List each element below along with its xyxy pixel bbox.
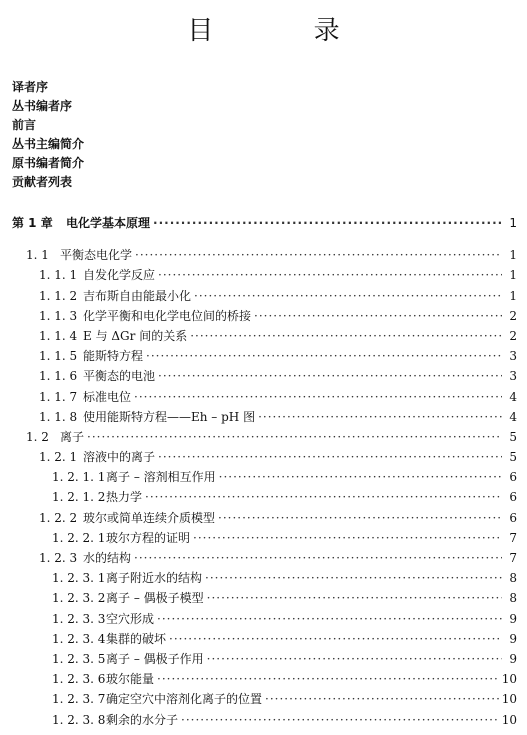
toc-entry-row[interactable] <box>12 286 517 306</box>
entry-page: 9 <box>509 651 517 666</box>
entry-title: 化学平衡和电化学电位间的桥接 <box>83 308 252 323</box>
entry-number: 1. 2. 2 <box>39 510 78 525</box>
leader-dots <box>145 487 502 507</box>
entry-page: 6 <box>509 510 517 525</box>
entry-title: 玻尔方程的证明 <box>106 530 191 545</box>
toc-entry-row[interactable] <box>12 306 517 326</box>
entry-page: 10 <box>501 692 517 707</box>
entry-page: 7 <box>509 551 517 565</box>
toc-entry-row[interactable] <box>12 588 517 608</box>
entry-page: 2 <box>509 308 517 323</box>
entry-page: 8 <box>509 591 517 606</box>
entry-title: 热力学 <box>106 490 143 505</box>
toc-entry-row[interactable] <box>12 387 517 407</box>
entry-number: 1. 2. 3. 2 <box>52 591 106 606</box>
entry-page: 8 <box>509 571 517 586</box>
front-matter-item[interactable]: 贡献者列表 <box>12 175 73 189</box>
toc-entry-row[interactable] <box>12 427 517 447</box>
entry-page: 6 <box>509 470 517 485</box>
entry-title: 平衡态电化学 <box>60 248 133 263</box>
leader-dots <box>158 366 502 386</box>
entry-number: 1. 1. 8 <box>39 409 78 424</box>
toc-entry-row[interactable] <box>12 487 517 507</box>
entry-title: 离子附近水的结构 <box>106 571 203 586</box>
entry-number: 1. 2. 3. 5 <box>52 651 106 666</box>
entry-number: 1. 2. 2. 1 <box>52 530 106 545</box>
entry-page: 1 <box>509 248 517 263</box>
leader-dots <box>218 508 502 528</box>
chapter-page: 1 <box>509 216 517 230</box>
entry-page: 2 <box>509 328 517 343</box>
entry-page: 7 <box>509 530 517 545</box>
entry-page: 1 <box>509 268 517 283</box>
leader-dots <box>87 427 502 447</box>
toc-entry-row[interactable] <box>12 669 517 689</box>
entry-title: 确定空穴中溶剂化离子的位置 <box>106 692 263 707</box>
leader-dots <box>258 407 502 427</box>
entry-number: 1. 2. 3. 1 <box>52 571 106 586</box>
entry-title: 玻尔能量 <box>106 672 155 687</box>
toc-entry-row[interactable] <box>12 548 517 568</box>
entry-number: 1. 2. 3. 8 <box>52 712 106 727</box>
entry-page: 3 <box>509 369 517 384</box>
toc-entry-row[interactable] <box>12 346 517 366</box>
entry-page: 10 <box>501 672 517 687</box>
entry-number: 1. 1. 4 <box>39 328 78 343</box>
entry-title: 使用能斯特方程——Eh – pH 图 <box>83 409 256 424</box>
toc-entry-row[interactable] <box>12 508 517 528</box>
entry-page: 1 <box>509 288 517 303</box>
entry-number: 1. 1. 1 <box>39 268 78 283</box>
leader-dots <box>219 467 502 487</box>
entry-number: 1. 1. 3 <box>39 308 78 323</box>
leader-dots <box>194 286 502 306</box>
entry-number: 1. 2. 3. 3 <box>52 611 106 626</box>
leader-dots <box>169 629 502 649</box>
table-of-contents <box>12 213 517 730</box>
entry-page: 4 <box>509 409 517 424</box>
entry-page: 5 <box>509 429 517 444</box>
toc-entries <box>12 245 517 730</box>
toc-entry-row[interactable] <box>12 407 517 427</box>
leader-dots <box>181 710 499 730</box>
entry-number: 1. 2 <box>26 429 49 444</box>
entry-title: 离子 – 偶极子模型 <box>106 591 204 606</box>
leader-dots <box>134 387 502 407</box>
leader-dots <box>158 265 502 285</box>
toc-chapter-row[interactable] <box>12 213 517 233</box>
entry-title: 玻尔或简单连续介质模型 <box>83 510 216 525</box>
toc-entry-row[interactable] <box>12 689 517 709</box>
entry-number: 1. 1. 7 <box>39 389 78 404</box>
entry-number: 1. 1. 2 <box>39 288 78 303</box>
toc-entry-row[interactable] <box>12 447 517 467</box>
leader-dots <box>207 649 502 669</box>
toc-entry-row[interactable] <box>12 326 517 346</box>
entry-title: 剩余的水分子 <box>106 712 179 727</box>
entry-page: 6 <box>509 490 517 505</box>
toc-entry-row[interactable] <box>12 467 517 487</box>
leader-dots <box>205 568 502 588</box>
entry-page: 9 <box>509 611 517 626</box>
leader-dots <box>135 245 502 265</box>
leader-dots <box>254 306 502 326</box>
toc-entry-row[interactable] <box>12 245 517 265</box>
entry-number: 1. 2. 1. 2 <box>52 490 106 505</box>
entry-title: 溶液中的离子 <box>83 450 156 465</box>
chapter-title: 电化学基本原理 <box>66 216 151 230</box>
front-matter-item[interactable]: 丛书主编简介 <box>12 137 85 151</box>
entry-title: 平衡态的电池 <box>83 369 156 384</box>
front-matter-item[interactable]: 前言 <box>12 118 37 132</box>
entry-number: 1. 2. 1 <box>39 450 78 465</box>
toc-entry-row[interactable] <box>12 528 517 548</box>
entry-title: 离子 – 溶剂相互作用 <box>106 470 216 485</box>
entry-title: 离子 – 偶极子作用 <box>106 651 204 666</box>
leader-dots <box>157 609 502 629</box>
leader-dots <box>190 326 502 346</box>
leader-dots <box>157 669 499 689</box>
toc-entry-row[interactable] <box>12 629 517 649</box>
entry-number: 1. 2. 3. 7 <box>52 692 106 707</box>
entry-number: 1. 2. 3. 6 <box>52 672 106 687</box>
entry-title: 集群的破坏 <box>106 631 167 646</box>
entry-title: E 与 ΔGr 间的关系 <box>83 328 188 343</box>
entry-page: 9 <box>509 631 517 646</box>
toc-entry-row[interactable] <box>12 366 517 386</box>
toc-entry-row[interactable] <box>12 710 517 730</box>
leader-dots <box>134 548 502 568</box>
leader-dots <box>193 528 502 548</box>
entry-number: 1. 2. 1. 1 <box>52 470 106 485</box>
front-matter-item[interactable]: 原书编者简介 <box>12 156 85 170</box>
entry-title: 自发化学反应 <box>83 268 156 283</box>
toc-entry-row[interactable] <box>12 265 517 285</box>
entry-number: 1. 1. 5 <box>39 349 78 364</box>
entry-title: 离子 <box>60 429 85 444</box>
entry-title: 空穴形成 <box>106 611 155 626</box>
page-title: 目 录 <box>187 16 386 46</box>
entry-page: 5 <box>509 450 517 465</box>
entry-page: 10 <box>501 712 517 727</box>
leader-dots <box>146 346 502 366</box>
leader-dots <box>265 689 499 709</box>
toc-entry-row[interactable] <box>12 649 517 669</box>
leader-dots <box>158 447 502 467</box>
entry-page: 3 <box>509 349 517 364</box>
entry-number: 1. 1. 6 <box>39 369 78 384</box>
entry-title: 水的结构 <box>83 551 132 565</box>
front-matter-item[interactable]: 译者序 <box>12 80 49 94</box>
entry-title: 能斯特方程 <box>83 349 144 364</box>
entry-number: 1. 2. 3. 4 <box>52 631 106 646</box>
entry-title: 吉布斯自由能最小化 <box>83 288 192 303</box>
leader-dots <box>207 588 502 608</box>
entry-number: 1. 1 <box>26 248 49 263</box>
entry-page: 4 <box>509 389 517 404</box>
front-matter-list <box>12 78 84 192</box>
entry-title: 标准电位 <box>83 389 132 404</box>
leader-dots <box>153 213 502 233</box>
front-matter-item[interactable]: 丛书编者序 <box>12 99 73 113</box>
entry-number: 1. 2. 3 <box>39 551 78 565</box>
toc-entry-row[interactable] <box>12 609 517 629</box>
toc-entry-row[interactable] <box>12 568 517 588</box>
chapter-number: 第 1 章 <box>12 216 53 230</box>
